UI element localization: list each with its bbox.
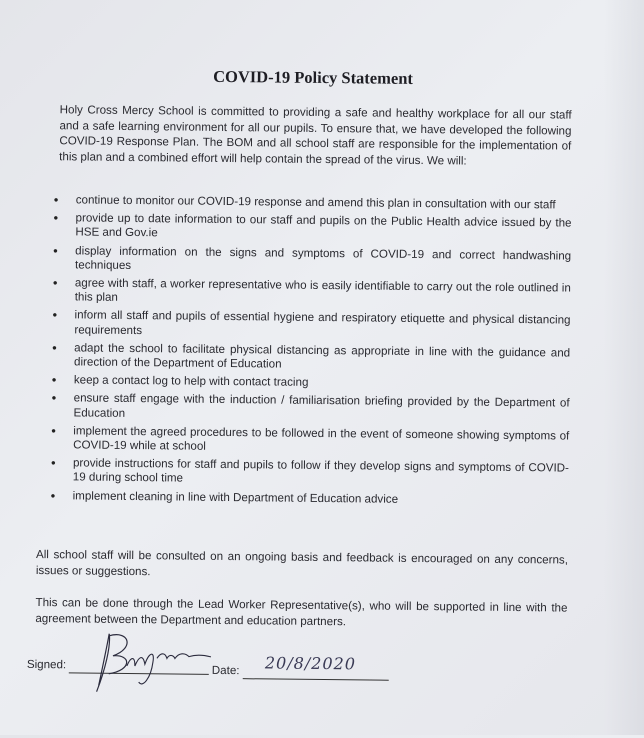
date-value: 20/8/2020	[264, 653, 357, 674]
date-label: Date:	[211, 663, 240, 678]
page-shadow	[604, 0, 644, 735]
signed-label: Signed:	[26, 657, 67, 672]
consultation-paragraph: All school staff will be consulted on an ongoing basis and feedback is encouraged on any concerns, issues or suggestions.	[35, 548, 569, 578]
list-item: • keep a contact log to help with contact tracing	[40, 373, 570, 393]
list-item: • provide up to date information to our staff and pupils on the Public Health advice issued by the HSE and Gov.ie	[41, 211, 571, 245]
document-title: COVID-19 Policy Statement	[213, 66, 414, 88]
representative-paragraph: This can be done through the Lead Worker Representative(s), who will be supported in line with the agreement between the Department and education partners.	[35, 596, 568, 628]
list-item: • adapt the school to facilitate physical distancing as appropriate in line with the guidance and direction of the Department of Education	[40, 341, 570, 375]
intro-paragraph: Holy Cross Mercy School is committed to providing a safe and healthy workplace for all our staff and a safe learning environment for all our pupils. To ensure that, we have developed the following COVID-19 Response Plan. The BOM and all school staff are responsible for the implementation of this plan and a combined effort will help contain the spread of the virus. We will:	[59, 103, 572, 168]
list-item: • continue to monitor our COVID-19 response and amend this plan in consultation with our staff	[42, 193, 572, 213]
list-item: • provide instructions for staff and pupils to follow if they develop signs and symptoms of COVID-19 during school time	[39, 456, 569, 490]
commitments-list	[39, 193, 572, 512]
list-item: • agree with staff, a worker representative who is easily identifiable to carry out the role outlined in this plan	[41, 276, 571, 310]
list-item: • inform all staff and pupils of essential hygiene and respiratory etiquette and physical distancing requirements	[40, 308, 570, 342]
list-item: • ensure staff engage with the induction / familiarisation briefing provided by the Department of Education	[39, 391, 569, 425]
list-item: • implement the agreed procedures to be followed in the event of someone showing symptoms of COVID-19 while at school	[39, 424, 569, 458]
handwritten-signature	[69, 625, 215, 697]
list-item: • display information on the signs and symptoms of COVID-19 and correct handwashing techniques	[41, 244, 571, 278]
date-line	[243, 678, 389, 681]
list-item: • implement cleaning in line with Department of Education advice	[39, 489, 569, 509]
